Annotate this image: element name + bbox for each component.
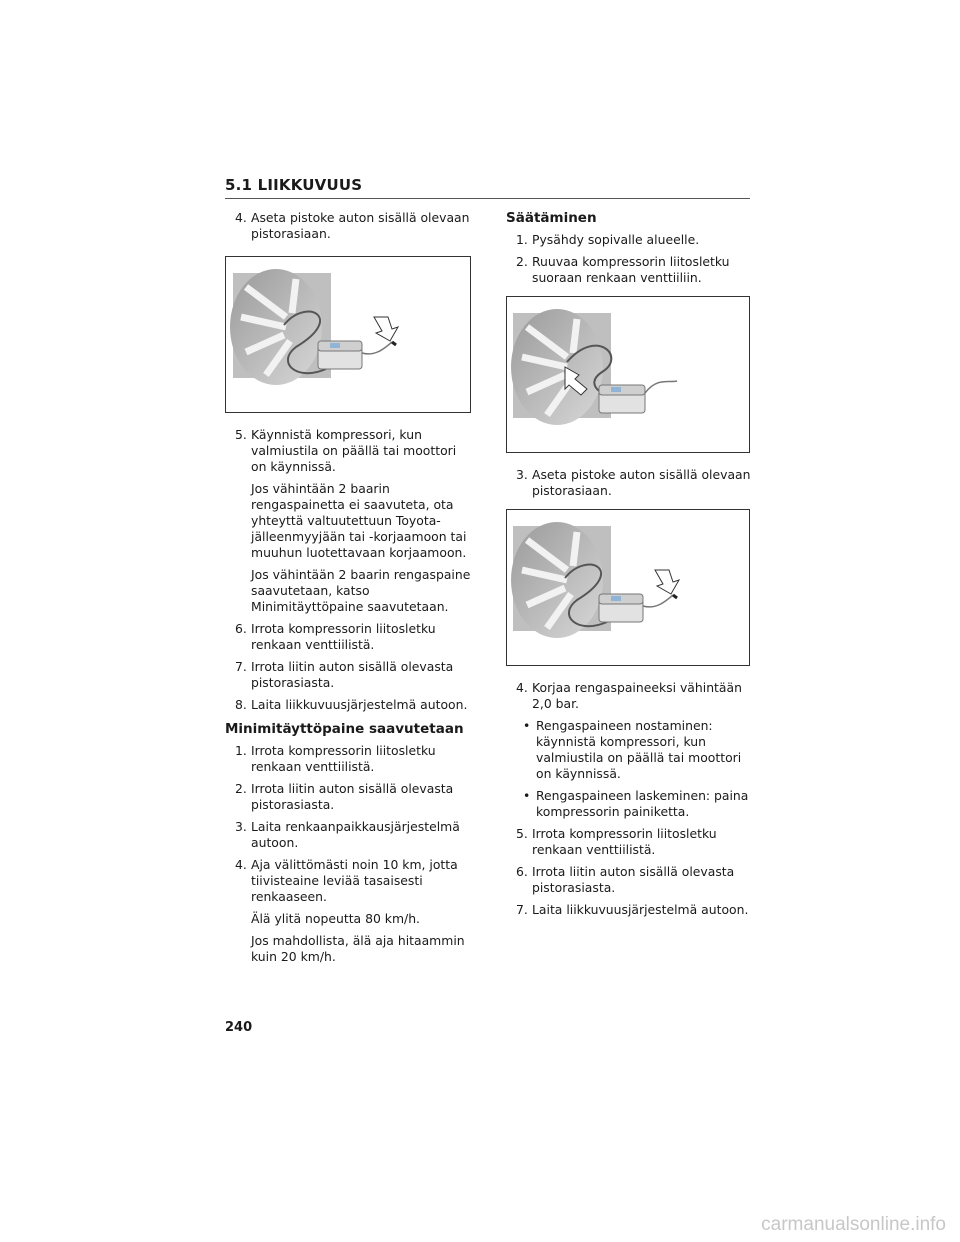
- note-min-speed: Jos mahdollista, älä aja hitaammin kuin 20 km/h.: [251, 933, 465, 964]
- watermark: carmanualsonline.info: [761, 1214, 946, 1235]
- adjust-step-7: 7. Laita liikkuvuusjärjestelmä autoon.: [516, 902, 749, 917]
- min-step-1: 1. Irrota kompressorin liitosletku renkaan venttiilistä.: [235, 743, 436, 774]
- step-5: 5. Käynnistä kompressori, kun valmiustila on päällä tai moottori on käynnissä.: [235, 427, 457, 474]
- min-step-3: 3. Laita renkaanpaikkausjärjestelmä autoon.: [235, 819, 460, 850]
- adjust-step-3: 3. Aseta pistoke auton sisällä olevaan pistorasiaan.: [516, 467, 751, 498]
- figure-plug-in-socket-2: [506, 509, 750, 666]
- adjust-step-2: 2. Ruuvaa kompressorin liitosletku suoraan renkaan venttiiliin.: [516, 254, 730, 285]
- bullet-increase-pressure: • Rengaspaineen nostaminen: käynnistä kompressori, kun valmiustila on päällä tai moottori on käynnissä.: [523, 718, 742, 781]
- step-7: 7. Irrota liitin auton sisällä olevasta pistorasiasta.: [235, 659, 454, 690]
- figure-plug-in-socket: [225, 256, 471, 413]
- valve-connection-illustration: [507, 297, 749, 452]
- note-speed-limit: Älä ylitä nopeutta 80 km/h.: [251, 911, 420, 926]
- section-title: 5.1 LIIKKUVUUS: [225, 176, 363, 194]
- step-6: 6. Irrota kompressorin liitosletku renkaan venttiilistä.: [235, 621, 436, 652]
- adjust-step-1: 1. Pysähdy sopivalle alueelle.: [516, 232, 700, 247]
- right-column: [506, 210, 756, 924]
- bullet-decrease-pressure: • Rengaspaineen laskeminen: paina kompressorin painiketta.: [523, 788, 749, 819]
- header-divider: [225, 198, 750, 199]
- page-number: 240: [225, 1020, 253, 1035]
- adjust-step-4: 4. Korjaa rengaspaineeksi vähintään 2,0 bar.: [516, 680, 742, 711]
- adjust-step-6: 6. Irrota liitin auton sisällä olevasta pistorasiasta.: [516, 864, 735, 895]
- figure-hose-to-valve: [506, 296, 750, 453]
- note-pressure-not-reached: Jos vähintään 2 baarin rengaspainetta ei saavuteta, ota yhteyttä valtuutettuun Toyota-jälleenmyyjään tai -korjaamoon tai muuhun luotettavaan korjaamoon.: [251, 481, 467, 560]
- note-pressure-reached: Jos vähintään 2 baarin rengaspaine saavutetaan, katso Minimitäyttöpaine saavutetaan.: [251, 567, 471, 614]
- compressor-illustration: [226, 257, 470, 412]
- min-step-2: 2. Irrota liitin auton sisällä olevasta pistorasiasta.: [235, 781, 454, 812]
- adjust-step-5: 5. Irrota kompressorin liitosletku renkaan venttiilistä.: [516, 826, 717, 857]
- step-4: 4. Aseta pistoke auton sisällä olevaan pistorasiaan.: [235, 210, 470, 241]
- min-step-4: 4. Aja välittömästi noin 10 km, jotta tiivisteaine leviää tasaisesti renkaaseen.: [235, 857, 458, 904]
- step-8: 8. Laita liikkuvuusjärjestelmä autoon.: [235, 697, 468, 712]
- left-column: [225, 210, 473, 971]
- heading-minimum-pressure: Minimitäyttöpaine saavutetaan: [225, 721, 464, 737]
- compressor-illustration-2: [507, 510, 749, 665]
- heading-adjusting: Säätäminen: [506, 210, 597, 226]
